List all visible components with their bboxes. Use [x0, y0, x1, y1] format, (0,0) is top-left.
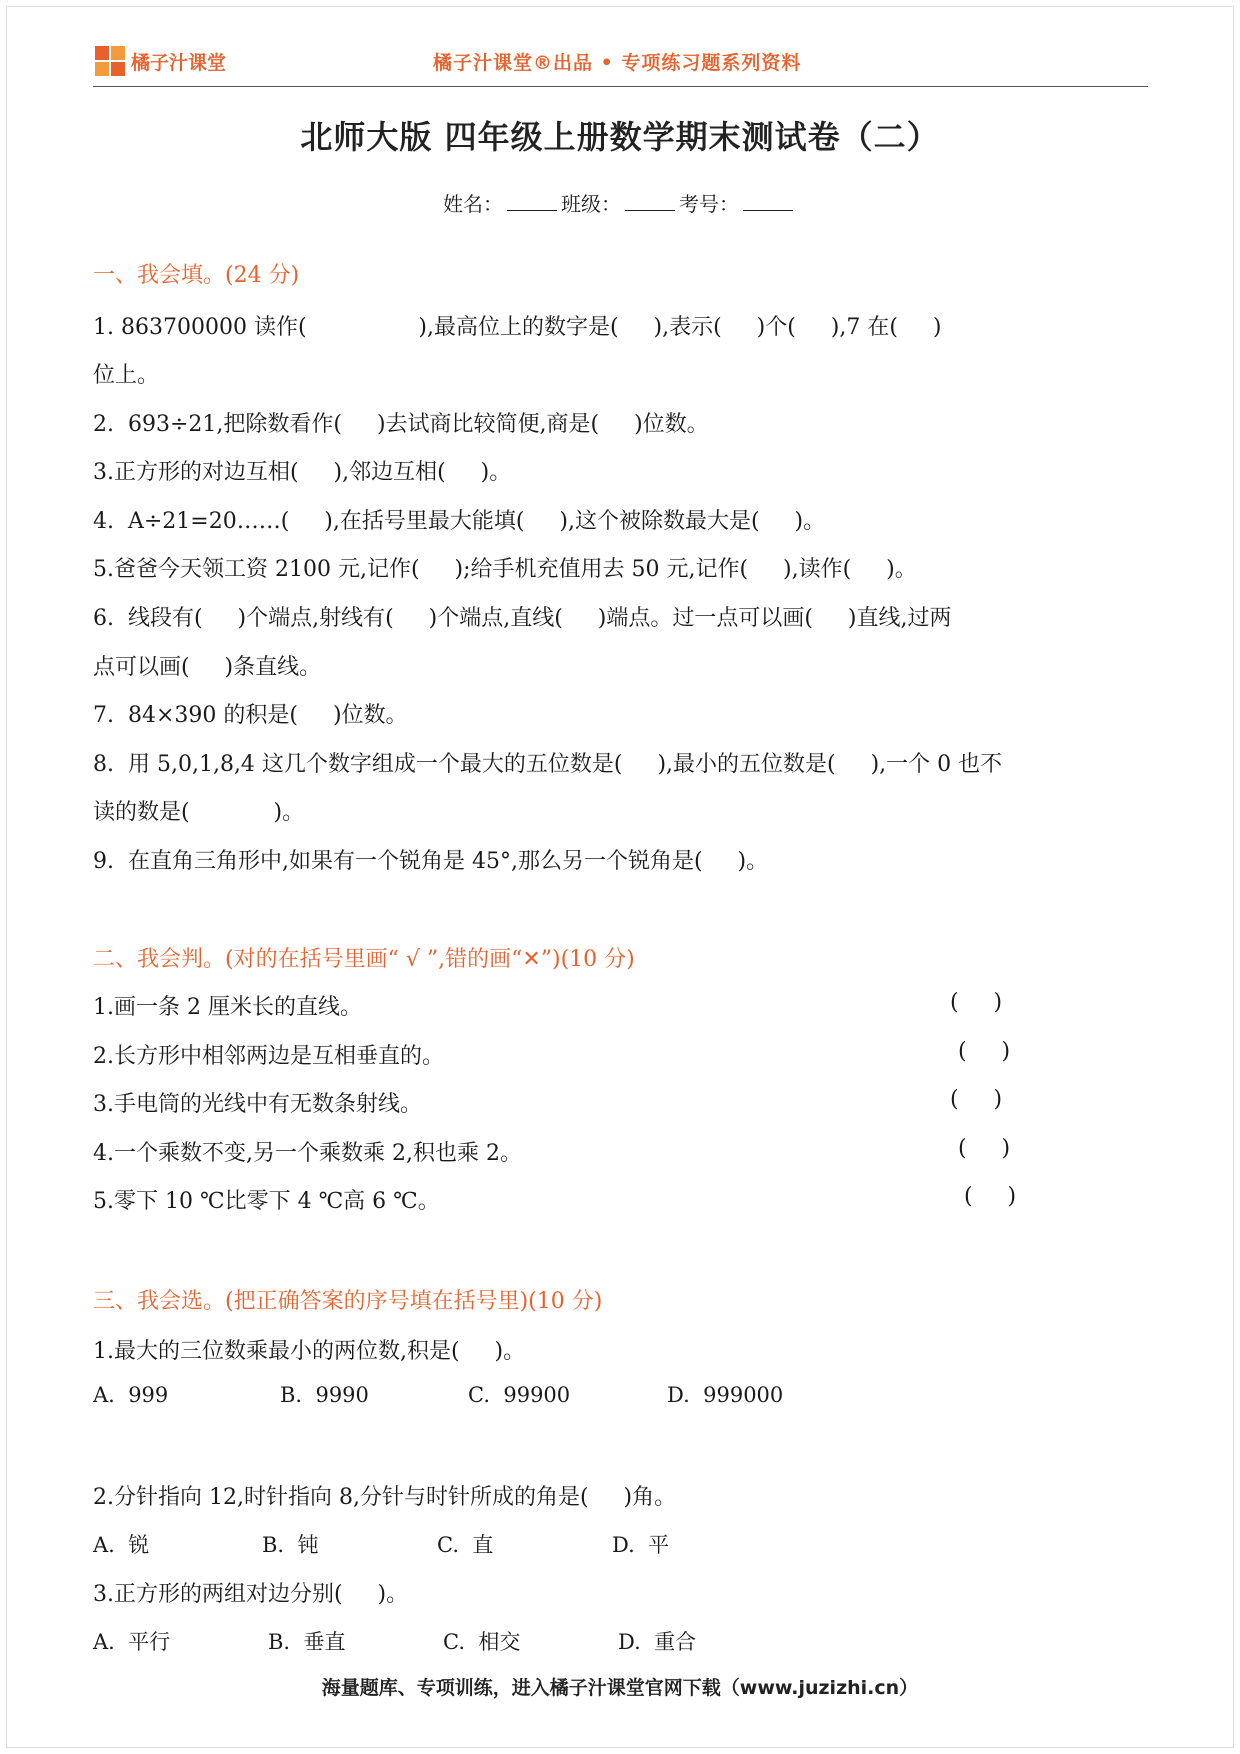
choice-option-c[interactable]: C. 99900 — [468, 1383, 571, 1407]
section1-line: 9. 在直角三角形中,如果有一个锐角是 45°,那么另一个锐角是( )。 — [93, 849, 769, 874]
page-footer: 海量题库、专项训练，进入橘子汁课堂官网下载（www.juzizhi.cn） — [321, 1677, 919, 1699]
choice-option-c[interactable]: C. 相交 — [443, 1630, 521, 1654]
name-label: 姓名： — [443, 192, 503, 216]
section1-line: 7. 84×390 的积是( )位数。 — [93, 703, 408, 728]
section1-line: 位上。 — [93, 363, 160, 388]
section1-line: 6. 线段有( )个端点,射线有( )个端点,直线( )端点。过一点可以画( )直线,过两 — [93, 606, 952, 631]
number-blank[interactable] — [743, 192, 793, 211]
section1-line: 3.正方形的对边互相( ),邻边互相( )。 — [93, 460, 512, 485]
page-header — [93, 40, 1148, 87]
section1-line: 4. A÷21=20……( ),在括号里最大能填( ),这个被除数最大是( )。 — [93, 509, 826, 534]
choice-option-b[interactable]: B. 钝 — [262, 1533, 319, 1557]
choice-option-d[interactable]: D. 重合 — [618, 1630, 697, 1654]
number-label: 考号： — [679, 192, 739, 216]
brand-logo — [95, 46, 226, 76]
student-info — [0, 188, 1240, 217]
choice-option-d[interactable]: D. 平 — [612, 1533, 670, 1557]
judge-item: 2.长方形中相邻两边是互相垂直的。 — [93, 1044, 444, 1069]
answer-paren[interactable]: ( ) — [964, 1184, 1017, 1209]
section1-heading: 一、我会填。(24 分) — [93, 263, 300, 288]
choice-option-b[interactable]: B. 垂直 — [268, 1630, 346, 1654]
answer-paren[interactable]: ( ) — [950, 990, 1003, 1015]
choice-option-a[interactable]: A. 锐 — [93, 1533, 150, 1557]
judge-item: 3.手电筒的光线中有无数条射线。 — [93, 1092, 422, 1117]
judge-item: 5.零下 10 ℃比零下 4 ℃高 6 ℃。 — [93, 1189, 440, 1214]
section1-line: 2. 693÷21,把除数看作( )去试商比较简便,商是( )位数。 — [93, 412, 709, 437]
choice-question: 3.正方形的两组对边分别( )。 — [93, 1582, 409, 1607]
section1-line: 读的数是( )。 — [93, 800, 305, 825]
answer-paren[interactable]: ( ) — [950, 1087, 1003, 1112]
class-label: 班级： — [561, 192, 621, 216]
choice-option-c[interactable]: C. 直 — [437, 1533, 494, 1557]
header-tagline: 橘子汁课堂®出品 • 专项练习题系列资料 — [433, 52, 802, 74]
answer-paren[interactable]: ( ) — [958, 1136, 1011, 1161]
class-blank[interactable] — [625, 192, 675, 211]
section1-line: 点可以画( )条直线。 — [93, 655, 322, 680]
name-blank[interactable] — [507, 192, 557, 211]
section2-heading: 二、我会判。(对的在括号里画“ √ ”,错的画“✕”)(10 分) — [93, 947, 635, 972]
choice-question: 2.分针指向 12,时针指向 8,分针与时针所成的角是( )角。 — [93, 1485, 677, 1510]
exam-title: 北师大版 四年级上册数学期末测试卷（二） — [300, 118, 940, 156]
section1-line: 8. 用 5,0,1,8,4 这几个数字组成一个最大的五位数是( ),最小的五位数是( ),一个 0 也不 — [93, 752, 1003, 777]
section1-line: 5.爸爸今天领工资 2100 元,记作( );给手机充值用去 50 元,记作( ),读作( )。 — [93, 557, 917, 582]
answer-paren[interactable]: ( ) — [958, 1039, 1011, 1064]
brand-name: 橘子汁课堂 — [131, 51, 227, 74]
section3-heading: 三、我会选。(把正确答案的序号填在括号里)(10 分) — [93, 1289, 603, 1314]
choice-option-a[interactable]: A. 999 — [93, 1383, 169, 1407]
choice-question: 1.最大的三位数乘最小的两位数,积是( )。 — [93, 1339, 526, 1364]
section1-line: 1. 863700000 读作( ),最高位上的数字是( ),表示( )个( ),7 在( ) — [93, 315, 942, 340]
choice-option-b[interactable]: B. 9990 — [280, 1383, 369, 1407]
logo-icon — [95, 46, 125, 76]
choice-option-a[interactable]: A. 平行 — [93, 1630, 171, 1654]
judge-item: 1.画一条 2 厘米长的直线。 — [93, 995, 362, 1020]
choice-option-d[interactable]: D. 999000 — [667, 1383, 784, 1407]
judge-item: 4.一个乘数不变,另一个乘数乘 2,积也乘 2。 — [93, 1141, 522, 1166]
